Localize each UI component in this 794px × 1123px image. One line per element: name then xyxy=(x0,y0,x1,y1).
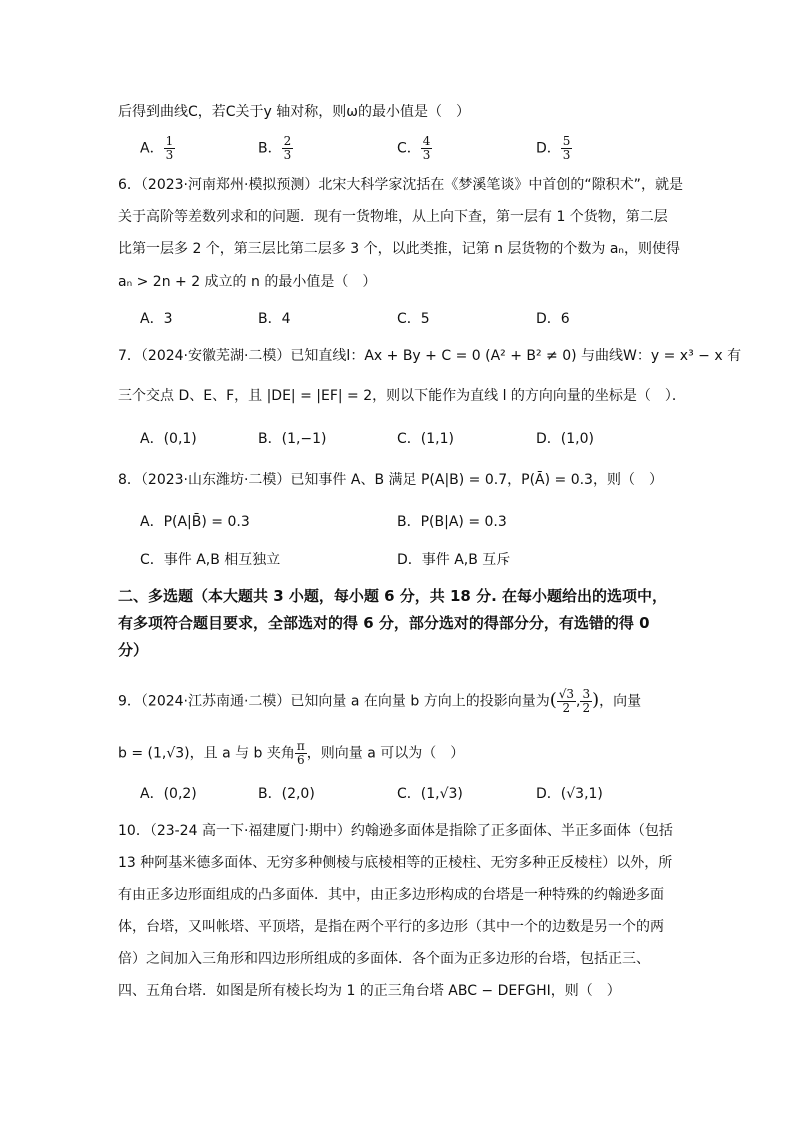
q6-line-3: 比第一层多 2 个，第三层比第二层多 3 个，以此类推，记第 n 层货物的个数为 aₙ，则使得 xyxy=(118,241,680,257)
q10-line-5: 倍）之间加入三角形和四边形所组成的多面体．各个面为正多边形的台塔，包括正三、 xyxy=(118,951,650,967)
q6-option-c: C．5 xyxy=(397,311,430,327)
projection-vector: ( xyxy=(549,689,557,711)
q5-stem-tail: 后得到曲线C，若C关于y 轴对称，则ω的最小值是（ ） xyxy=(118,104,471,120)
q10-line-3: 有由正多边形面组成的凸多面体．其中，由正多边形构成的台塔是一种特殊的约翰逊多面 xyxy=(118,887,664,903)
section-2-heading-line-3: 分） xyxy=(118,641,149,659)
fraction: $\frac{5}{3}$ xyxy=(562,134,571,162)
q9-line-2 xyxy=(118,740,464,767)
q5-option-a xyxy=(140,135,175,162)
q6-option-d: D．6 xyxy=(536,311,570,327)
option-label: D． xyxy=(536,140,561,157)
q9-line-2-suffix: ，则向量 a 可以为（ ） xyxy=(306,745,465,762)
option-label: A． xyxy=(140,140,164,157)
q6-line-1: 6．（2023·河南郑州·模拟预测）北宋大科学家沈括在《梦溪笔谈》中首创的“隙积术”，就是 xyxy=(118,177,683,193)
q7-line-1: 7．（2024·安徽芜湖·二模）已知直线l：Ax + By + C = 0 (A² + B² ≠ 0) 与曲线W：y = x³ − x 有 xyxy=(118,348,742,364)
q5-option-d xyxy=(536,135,572,162)
q5-option-b xyxy=(258,135,293,162)
q8-option-c: C．事件 A,B 相互独立 xyxy=(140,552,281,568)
q7-option-c: C．(1,1) xyxy=(397,431,454,447)
fraction: $\frac{1}{3}$ xyxy=(165,134,174,162)
q6-option-a: A．3 xyxy=(140,311,173,327)
q6-line-4: aₙ > 2n + 2 成立的 n 的最小值是（ ） xyxy=(118,274,377,290)
angle-fraction: $\frac{\pi}{6}$ xyxy=(296,739,305,767)
section-2-heading-line-2: 有多项符合题目要求，全部选对的得 6 分，部分选对的得部分分，有选错的得 0 xyxy=(118,614,650,632)
q8-option-b: B．P(B|A) = 0.3 xyxy=(397,514,507,530)
q8-option-a: A．P(A|B̄) = 0.3 xyxy=(140,514,250,530)
q10-line-4: 体，台塔，又叫帐塔、平顶塔，是指在两个平行的多边形（其中一个的边数是另一个的两 xyxy=(118,919,664,935)
q9-line-2-prefix: b = (1,√3)，且 a 与 b 夹角 xyxy=(118,745,295,762)
option-label: C． xyxy=(397,140,421,157)
q10-line-6: 四、五角台塔．如图是所有棱长均为 1 的正三角台塔 ABC − DEFGHI，则（ ） xyxy=(118,983,621,999)
q9-line-1: 9．（2024·江苏南通·二模）已知向量 a 在向量 b 方向上的投影向量为( $\frac{√3}{2}$ , $\frac{3}{2}$ )，向量 xyxy=(118,687,642,715)
q10-line-1: 10．（23-24 高一下·福建厦门·期中）约翰逊多面体是指除了正多面体、半正多面体（包括 xyxy=(118,823,673,839)
fraction: $\frac{2}{3}$ xyxy=(283,134,292,162)
q6-line-2: 关于高阶等差数列求和的问题．现有一货物堆，从上向下查，第一层有 1 个货物，第二层 xyxy=(118,209,668,225)
q9-option-b: B．(2,0) xyxy=(258,786,315,802)
q6-option-b: B．4 xyxy=(258,311,291,327)
fraction: $\frac{3}{2}$ xyxy=(582,687,591,715)
q9-option-d: D．(√3,1) xyxy=(536,786,603,802)
q9-option-a: A．(0,2) xyxy=(140,786,197,802)
q5-option-c xyxy=(397,135,432,162)
q7-line-2: 三个交点 D、E、F，且 |DE| = |EF| = 2，则以下能作为直线 l 的方向向量的坐标是（ ）． xyxy=(118,388,686,404)
q9-option-c: C．(1,√3) xyxy=(397,786,463,802)
q8-option-d: D．事件 A,B 互斥 xyxy=(397,552,511,568)
section-2-heading-line-1: 二、多选题（本大题共 3 小题，每小题 6 分，共 18 分. 在每小题给出的选项中， xyxy=(118,587,668,605)
q7-option-d: D．(1,0) xyxy=(536,431,594,447)
q8-stem: 8．（2023·山东潍坊·二模）已知事件 A、B 满足 P(A|B) = 0.7，P(Ā) = 0.3，则（ ） xyxy=(118,472,663,488)
q9-line-1-prefix: 9．（2024·江苏南通·二模）已知向量 a 在向量 b 方向上的投影向量为 xyxy=(118,693,550,710)
fraction: $\frac{4}{3}$ xyxy=(422,134,431,162)
q7-option-b: B．(1,−1) xyxy=(258,431,327,447)
fraction: $\frac{√3}{2}$ xyxy=(558,687,575,715)
q7-option-a: A．(0,1) xyxy=(140,431,197,447)
q9-line-1-suffix: ，向量 xyxy=(599,693,642,710)
q10-line-2: 13 种阿基米德多面体、无穷多种侧棱与底棱相等的正棱柱、无穷多种正反棱柱）以外，所 xyxy=(118,855,673,871)
option-label: B． xyxy=(258,140,282,157)
